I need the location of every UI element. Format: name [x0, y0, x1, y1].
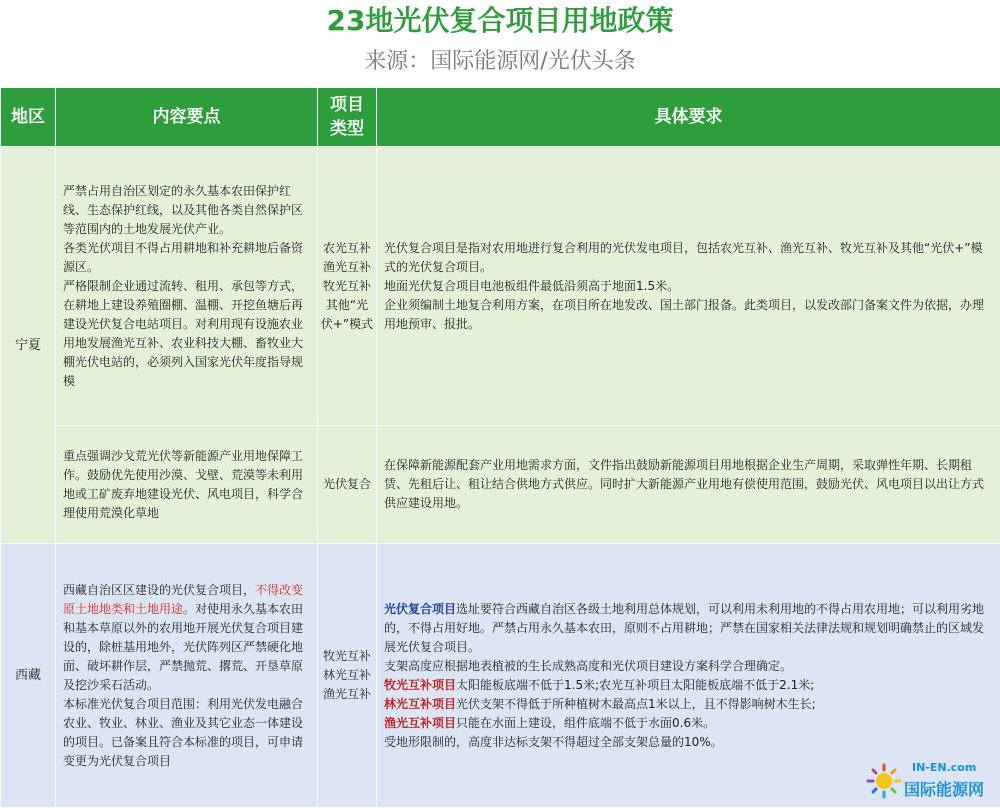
ningxia-content-2: 重点强调沙戈荒光伏等新能源产业用地保障工作。鼓励优先使用沙漠、戈壁、荒漠等未利用地或工矿废弃地建设光伏、风电项目，科学合理使用荒漠化草地	[56, 426, 318, 544]
ningxia-type-1: 农光互补 渔光互补 牧光互补 其他“光伏+”模式	[318, 147, 377, 426]
region-xizang: 西藏	[1, 544, 56, 808]
table-row	[1, 426, 1000, 544]
xizang-req-p2: 支架高度应根据地表植被的生长成熟高度和光伏项目建设方案科学合理确定。	[384, 657, 993, 676]
req-label-fishery: 渔光互补项目	[384, 716, 456, 730]
logo-cn-text: 国际能源网	[904, 777, 984, 800]
logo-en-text: IN-EN.com	[912, 761, 976, 774]
header-content: 内容要点	[56, 88, 318, 147]
header-requirement: 具体要求	[377, 88, 1000, 147]
req-label-forest: 林光互补项目	[384, 697, 456, 711]
xizang-content-highlight: 不得改变原土地地类和土地用途	[63, 583, 303, 616]
policy-table	[0, 87, 1000, 808]
xizang-type: 牧光互补 林光互补 渔光互补	[318, 544, 377, 808]
xizang-req-p3	[384, 676, 993, 695]
xizang-req-p5	[384, 714, 993, 733]
xizang-req-p6: 受地形限制的，高度非达标支架不得超过全部支架总量的10%。	[384, 733, 993, 752]
ningxia-content-1: 严禁占用自治区划定的永久基本农田保护红线、生态保护红线，以及其他各类自然保护区等范围内的土地发展光伏产业。 各类光伏项目不得占用耕地和补充耕地后备资源区。 严格限制企业通过流转、租用、承包等方式，在耕地上建设养殖圈棚、温棚、开挖鱼塘后再建设光伏复合电站项目。对利用现有设施农业用地发展渔光互补、农业科技大棚、畜牧业大棚光伏电站的，必须列入国家光伏年度指导规模	[56, 147, 318, 426]
req-text-5: 只能在水面上建设，组件底端不低于水面0.6米。	[456, 716, 715, 730]
req-label-grazing: 牧光互补项目	[384, 678, 456, 692]
ningxia-type-2: 光伏复合	[318, 426, 377, 544]
header-type: 项目类型	[318, 88, 377, 147]
table-row	[1, 147, 1000, 426]
table-row	[1, 544, 1000, 808]
xizang-content	[56, 544, 318, 808]
table-header-row	[1, 88, 1000, 147]
xizang-content-a: 西藏自治区区建设的光伏复合项目，	[63, 583, 255, 597]
req-label-pv-composite: 光伏复合项目	[384, 602, 456, 616]
req-text-1: 选址要符合西藏自治区各级土地利用总体规划，可以利用未利用地的不得占用农用地；可以利用劣地的，不得占用好地。严禁占用永久基本农田，原则不占用耕地；严禁在国家相关法律法规和规划明确禁止的区域发展光伏复合项目。	[384, 602, 984, 654]
in-en-logo	[864, 757, 994, 803]
xizang-content-b: 。对使用永久基本农田和基本草原以外的农用地开展光伏复合项目建设的，除桩基用地外，光伏阵列区严禁硬化地面、破坏耕作层，严禁抛荒、撂荒、开垦草原及挖沙采石活动。 本标准光伏复合项目范围：利用光伏发电融合农业、牧业、林业、渔业及其它业态一体建设的项目。已备案且符合本标准的项目，可申请变更为光伏复合项目	[63, 602, 303, 768]
page-subtitle: 来源：国际能源网/光伏头条	[0, 47, 1000, 77]
xizang-req-p4	[384, 695, 993, 714]
ningxia-requirement-1: 光伏复合项目是指对农用地进行复合利用的光伏发电项目，包括农光互补、渔光互补、牧光互补及其他“光伏+”模式的光伏复合项目。 地面光伏复合项目电池板组件最低沿须高于地面1.5米。 企业须编制土地复合利用方案，在项目所在地发改、国土部门报备。此类项目，以发改部门备案文件为依据，办理用地预审、报批。	[377, 147, 1000, 426]
ningxia-requirement-2: 在保障新能源配套产业用地需求方面，文件指出鼓励新能源项目用地根据企业生产周期，采取弹性年期、长期租赁、先租后让、租让结合供地方式供应。同时扩大新能源产业用地有偿使用范围，鼓励光伏、风电项目以出让方式供应建设用地。	[377, 426, 1000, 544]
req-text-4: 光伏支架不得低于所种植树木最高点1米以上，且不得影响树木生长;	[456, 697, 816, 711]
sun-logo-icon	[864, 761, 904, 801]
xizang-req-p1	[384, 600, 993, 657]
page-title: 23地光伏复合项目用地政策	[0, 2, 1000, 40]
header-region: 地区	[1, 88, 56, 147]
region-ningxia: 宁夏	[1, 147, 56, 544]
req-text-3: 太阳能板底端不低于1.5米;农光互补项目太阳能板底端不低于2.1米;	[456, 678, 814, 692]
